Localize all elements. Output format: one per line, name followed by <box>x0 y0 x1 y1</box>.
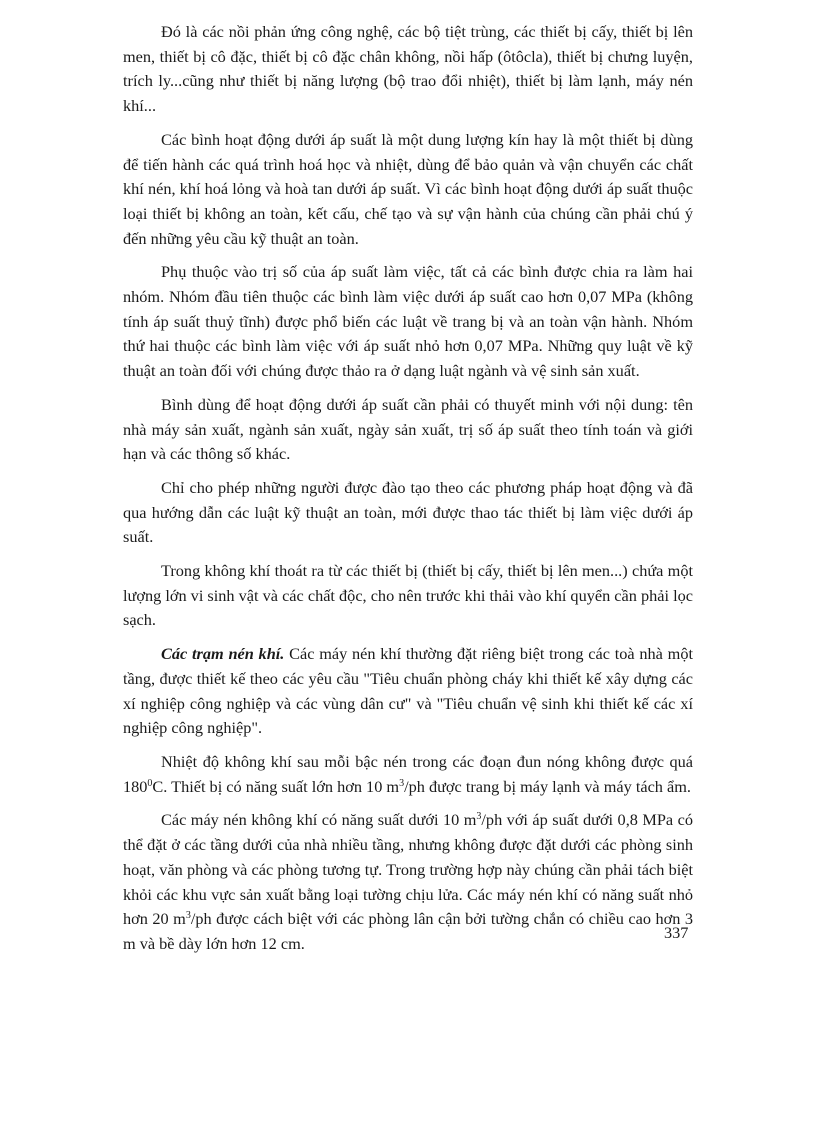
paragraph-vessel-documentation: Bình dùng để hoạt động dưới áp suất cần phải có thuyết minh với nội dung: tên nhà máy sản xuất, ngành sản xuất, ngày sản xuất, trị số áp suất theo tính toán và giới hạn và các thông số khác. <box>123 394 693 464</box>
paragraph-operator-training: Chỉ cho phép những người được đào tạo theo các phương pháp hoạt động và đã qua hướng dẫn các luật kỹ thuật an toàn, mới được thao tác thiết bị làm việc dưới áp suất. <box>123 477 693 547</box>
paragraph-equipment-list: Đó là các nồi phản ứng công nghệ, các bộ tiệt trùng, các thiết bị cấy, thiết bị lên men, thiết bị cô đặc, thiết bị cô đặc chân không, nồi hấp (ôtôcla), thiết bị chưng luyện, trích ly...cũng như thiết bị năng lượng (bộ trao đổi nhiệt), thiết bị làm lạnh, máy nén khí... <box>123 22 693 116</box>
page-body <box>123 20 693 966</box>
capacity-text-2: /ph với áp suất dưới 0,8 MPa có thể đặt ở các tầng dưới của nhà nhiều tầng, nhưng không được đặt dưới các phòng sinh hoạt, văn phòng và các phòng tương tự. Trong trường hợp này chúng cần phải tách biệt khỏi các khu vực sản xuất bằng loại tường chịu lửa. Các máy nén khí có năng suất nhỏ hơn 20 m <box>123 810 693 929</box>
paragraph-air-temperature <box>123 750 693 799</box>
paragraph-pressure-vessels: Các bình hoạt động dưới áp suất là một dung lượng kín hay là một thiết bị dùng để tiến hành các quá trình hoá học và nhiệt, dùng để bảo quản và vận chuyển các chất khí nén, khí hoá lỏng và hoà tan dưới áp suất. Vì các bình hoạt động dưới áp suất thuộc loại thiết bị không an toàn, kết cấu, chế tạo và sự vận hành của chúng cần phải chú ý đến những yêu cầu kỹ thuật an toàn. <box>123 129 693 248</box>
cubic-superscript-1: 3 <box>476 811 482 823</box>
capacity-text-3: /ph được cách biệt với các phòng lân cận bởi tường chắn có chiều cao hơn 3 m và bề dày lớn hơn 12 cm. <box>123 909 693 953</box>
cubic-superscript: 3 <box>399 777 405 789</box>
paragraph-exhaust-air: Trong không khí thoát ra từ các thiết bị (thiết bị cấy, thiết bị lên men...) chứa một lượng lớn vi sinh vật và các chất độc, cho nên trước khi thải vào khí quyển cần phải lọc sạch. <box>123 561 693 630</box>
cubic-superscript-2: 3 <box>185 910 191 922</box>
temperature-text-2: C. Thiết bị có năng suất lớn hơn 10 m <box>152 776 400 796</box>
degree-superscript: 0 <box>147 777 153 789</box>
temperature-text-3: /ph được trang bị máy lạnh và máy tách ẩm. <box>404 776 691 796</box>
paragraph-pressure-groups: Phụ thuộc vào trị số của áp suất làm việc, tất cả các bình được chia ra làm hai nhóm. Nhóm đầu tiên thuộc các bình làm việc dưới áp suất cao hơn 0,07 MPa (không tính áp suất thuỷ tĩnh) được phổ biến các luật về trang bị và an toàn vận hành. Nhóm thứ hai thuộc các bình làm việc với áp suất nhỏ hơn 0,07 MPa. Những quy luật về kỹ thuật an toàn đối với chúng được thảo ra ở dạng luật ngành và vệ sinh sản xuất. <box>123 262 693 381</box>
temperature-text-1: Nhiệt độ không khí sau mỗi bậc nén trong các đoạn đun nóng không được quá 180 <box>123 751 693 796</box>
page-number: 337 <box>664 923 689 942</box>
compressor-stations-text: Các máy nén khí thường đặt riêng biệt trong các toà nhà một tầng, được thiết kế theo các yêu cầu "Tiêu chuẩn phòng cháy khi thiết kế xây dựng các xí nghiệp công nghiệp và các vùng dân cư" và "Tiêu chuẩn vệ sinh khi thiết kế các xí nghiệp công nghiệp". <box>123 644 693 738</box>
paragraph-compressor-capacity <box>123 808 693 956</box>
paragraph-compressor-stations <box>123 642 693 741</box>
section-heading-compressor-stations: Các trạm nén khí. <box>161 644 285 664</box>
capacity-text-1: Các máy nén không khí có năng suất dưới 10 m <box>161 810 477 830</box>
